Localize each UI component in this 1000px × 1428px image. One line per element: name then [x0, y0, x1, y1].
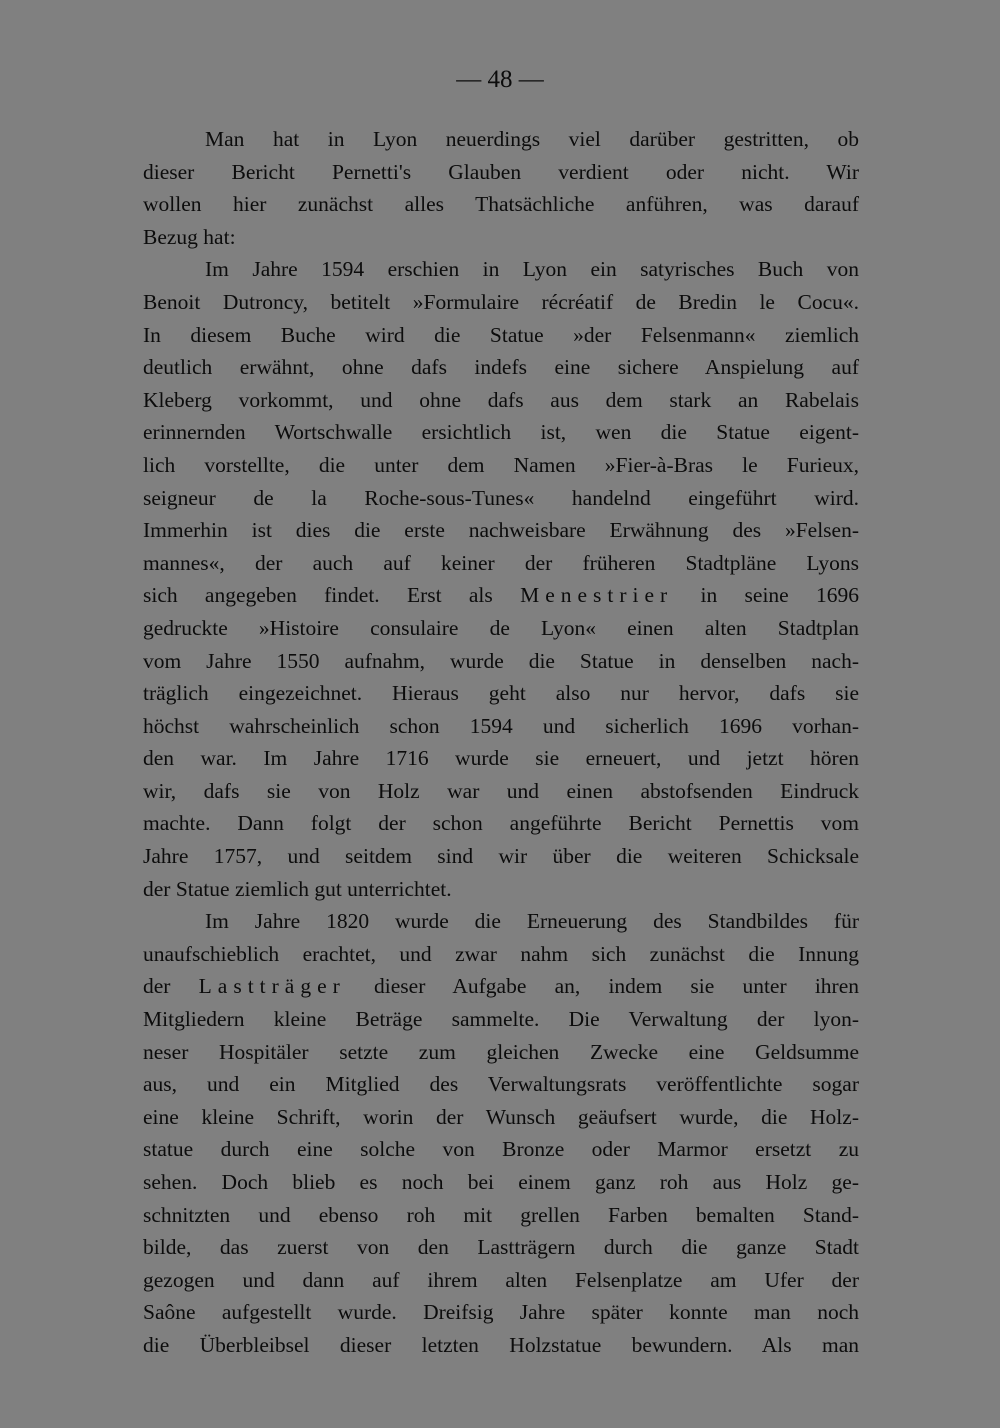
text-line: mannes«, der auch auf keiner der früheren Stadtpläne Lyons [143, 550, 859, 575]
text-line: seigneur de la Roche-sous-Tunes« handelnd eingeführt wird. [143, 485, 859, 510]
text-line: Im Jahre 1594 erschien in Lyon ein satyrisches Buch von [205, 257, 859, 282]
text-line: Immerhin ist dies die erste nachweisbare Erwähnung des »Felsen- [143, 518, 859, 543]
text-line: Kleberg vorkommt, und ohne dafs aus dem stark an Rabelais [143, 387, 859, 412]
text-line-with-spaced-name [143, 579, 859, 612]
body-text [143, 123, 859, 1362]
text-line: gedruckte »Histoire consulaire de Lyon« einen alten Stadtplan [143, 615, 859, 640]
text-line: träglich eingezeichnet. Hieraus geht also nur hervor, dafs sie [143, 681, 859, 706]
text-line: deutlich erwähnt, ohne dafs indefs eine sichere Anspielung auf [143, 355, 859, 380]
spaced-name-lasttraeger: Lastträger [198, 974, 346, 999]
page-number: — 48 — [456, 66, 544, 93]
text-line: Bezug hat: [143, 224, 236, 249]
text-line: Saône aufgestellt wurde. Dreifsig Jahre später konnte man noch [143, 1300, 859, 1325]
text-line: erinnernden Wortschwalle ersichtlich ist, wen die Statue eigent- [143, 420, 859, 445]
text-line: gezogen und dann auf ihrem alten Felsenplatze am Ufer der [143, 1267, 859, 1292]
text-line: Mitgliedern kleine Beträge sammelte. Die Verwaltung der lyon- [143, 1007, 859, 1032]
text-line: wir, dafs sie von Holz war und einen abstofsenden Eindruck [143, 778, 859, 803]
text-line: der Statue ziemlich gut unterrichtet. [143, 876, 452, 901]
text-line: Im Jahre 1820 wurde die Erneuerung des Standbildes für [205, 909, 859, 934]
text-line: eine kleine Schrift, worin der Wunsch geäufsert wurde, die Holz- [143, 1104, 859, 1129]
text-line: machte. Dann folgt der schon angeführte Bericht Pernettis vom [143, 811, 859, 836]
text-line: Man hat in Lyon neuerdings viel darüber gestritten, ob [205, 127, 859, 151]
text-line: lich vorstellte, die unter dem Namen »Fier-à-Bras le Furieux, [143, 452, 859, 477]
text-line: höchst wahrscheinlich schon 1594 und sicherlich 1696 vorhan- [143, 713, 859, 738]
text-segment: der [143, 974, 171, 999]
text-line: Benoit Dutroncy, betitelt »Formulaire récréatif de Bredin le Cocu«. [143, 289, 859, 314]
text-line: den war. Im Jahre 1716 wurde sie erneuert, und jetzt hören [143, 746, 859, 771]
text-line: die Überbleibsel dieser letzten Holzstatue bewundern. Als man [143, 1332, 859, 1357]
text-line: dieser Bericht Pernetti's Glauben verdient oder nicht. Wir [143, 159, 859, 184]
text-line: wollen hier zunächst alles Thatsächliche anführen, was darauf [143, 192, 859, 217]
text-segment: in seine 1696 [700, 583, 860, 608]
text-line: vom Jahre 1550 aufnahm, wurde die Statue in denselben nach- [143, 648, 859, 673]
spaced-name-menestrier: Menestrier [520, 583, 674, 608]
text-segment: sich angegeben findet. Erst als [143, 583, 493, 608]
text-line: bilde, das zuerst von den Lastträgern durch die ganze Stadt [143, 1235, 859, 1260]
text-line: Jahre 1757, und seitdem sind wir über die weiteren Schicksale [143, 844, 859, 869]
text-line-with-spaced-name [143, 970, 859, 1003]
text-line: statue durch eine solche von Bronze oder Marmor ersetzt zu [143, 1137, 859, 1162]
text-line: unaufschieblich erachtet, und zwar nahm sich zunächst die Innung [143, 941, 859, 966]
text-segment: dieser Aufgabe an, indem sie unter ihren [374, 974, 860, 999]
text-line: In diesem Buche wird die Statue »der Felsenmann« ziemlich [143, 322, 859, 347]
text-line: neser Hospitäler setzte zum gleichen Zwecke eine Geldsumme [143, 1039, 859, 1064]
text-line: aus, und ein Mitglied des Verwaltungsrats veröffentlichte sogar [143, 1072, 859, 1097]
text-line: sehen. Doch blieb es noch bei einem ganz roh aus Holz ge- [143, 1170, 859, 1194]
text-line: schnitzten und ebenso roh mit grellen Farben bemalten Stand- [143, 1202, 859, 1227]
